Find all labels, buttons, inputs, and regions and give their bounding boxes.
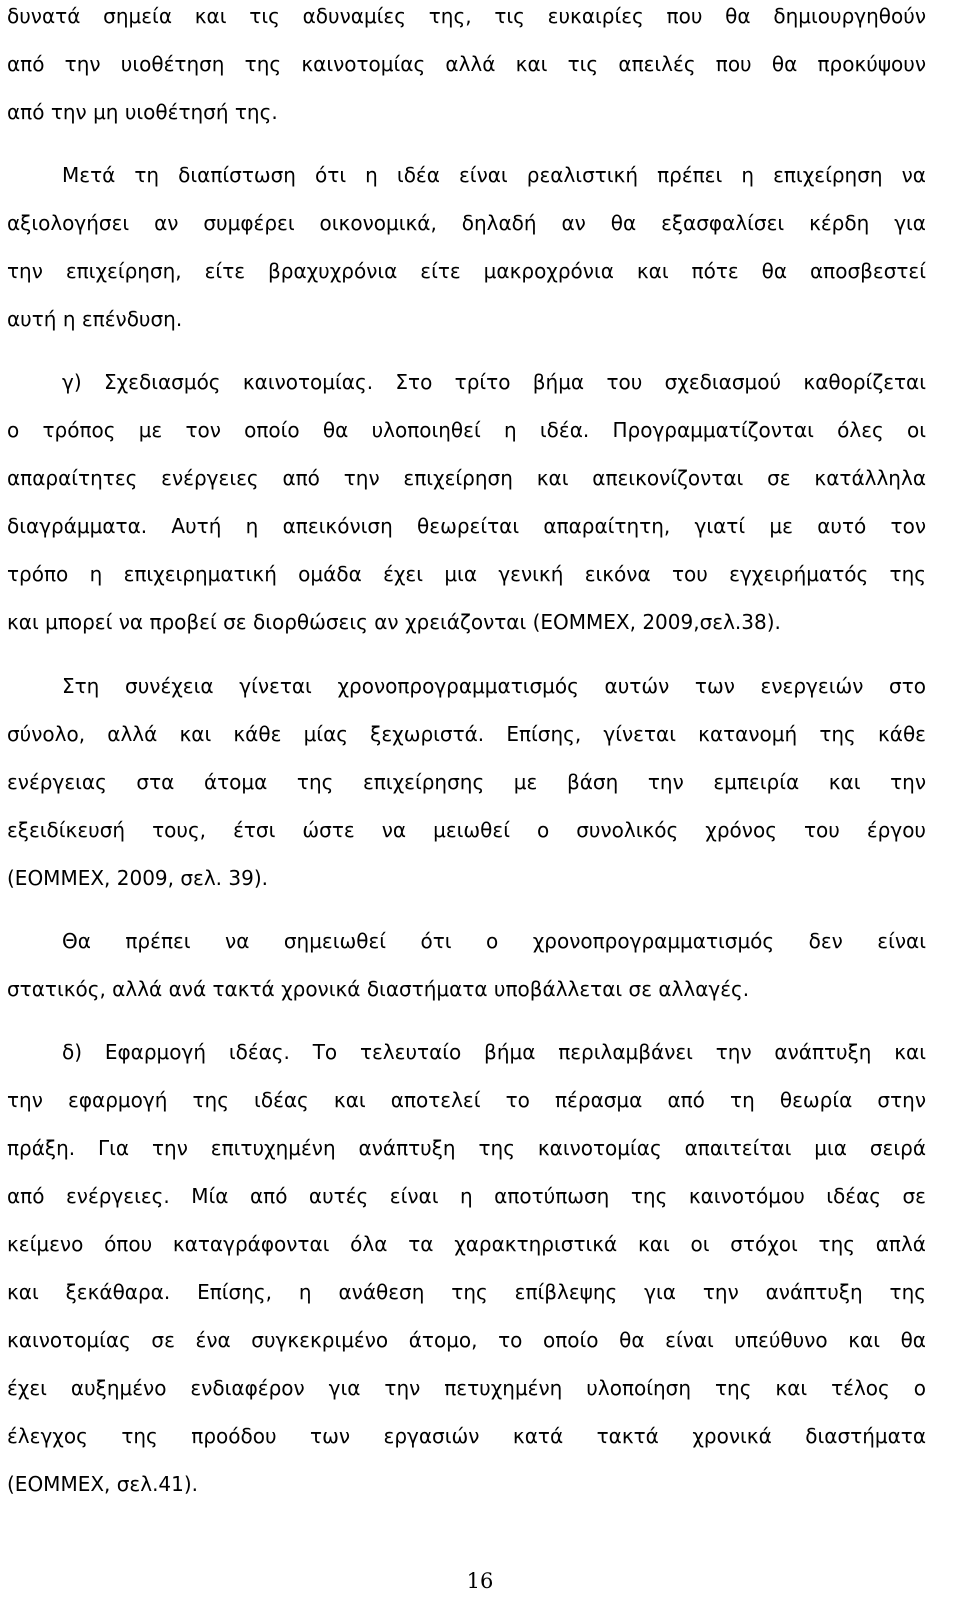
- text-line: απαραίτητες ενέργειες από την επιχείρηση και απεικονίζονται σε κατάλληλα: [7, 466, 926, 490]
- text-line: και μπορεί να προβεί σε διορθώσεις αν χρειάζονται (ΕΟΜΜΕΧ, 2009,σελ.38).: [7, 610, 781, 634]
- text-line: κείμενο όπου καταγράφονται όλα τα χαρακτηριστικά και οι στόχοι της απλά: [7, 1232, 926, 1256]
- text-line: από ενέργειες. Μία από αυτές είναι η αποτύπωση της καινοτόμου ιδέας σε: [7, 1184, 926, 1208]
- text-line: διαγράμματα. Αυτή η απεικόνιση θεωρείται απαραίτητη, γιατί με αυτό τον: [7, 514, 926, 538]
- text-line: Μετά τη διαπίστωση ότι η ιδέα είναι ρεαλιστική πρέπει η επιχείρηση να: [62, 163, 926, 187]
- text-line: δυνατά σημεία και τις αδυναμίες της, τις ευκαιρίες που θα δημιουργηθούν: [7, 4, 926, 28]
- text-line: έλεγχος της προόδου των εργασιών κατά τακτά χρονικά διαστήματα: [7, 1424, 926, 1448]
- text-line: (ΕΟΜΜΕΧ, σελ.41).: [7, 1472, 199, 1496]
- text-line: ενέργειας στα άτομα της επιχείρησης με βάση την εμπειρία και την: [7, 770, 926, 794]
- text-line: σύνολο, αλλά και κάθε μίας ξεχωριστά. Επίσης, γίνεται κατανομή της κάθε: [7, 722, 926, 746]
- text-line: στατικός, αλλά ανά τακτά χρονικά διαστήματα υποβάλλεται σε αλλαγές.: [7, 977, 750, 1001]
- text-line: γ) Σχεδιασμός καινοτομίας. Στο τρίτο βήμα του σχεδιασμού καθορίζεται: [62, 370, 926, 394]
- text-line: την εφαρμογή της ιδέας και αποτελεί το πέρασμα από τη θεωρία στην: [7, 1088, 926, 1112]
- text-line: ο τρόπος με τον οποίο θα υλοποιηθεί η ιδέα. Προγραμματίζονται όλες οι: [7, 418, 926, 442]
- text-line: τρόπο η επιχειρηματική ομάδα έχει μια γενική εικόνα του εγχειρήματός της: [7, 562, 926, 586]
- text-line: καινοτομίας σε ένα συγκεκριμένο άτομο, το οποίο θα είναι υπεύθυνο και θα: [7, 1328, 926, 1352]
- text-line: (ΕΟΜΜΕΧ, 2009, σελ. 39).: [7, 866, 269, 890]
- text-line: από την μη υιοθέτησή της.: [7, 100, 278, 124]
- text-line: από την υιοθέτηση της καινοτομίας αλλά και τις απειλές που θα προκύψουν: [7, 52, 926, 76]
- text-line: πράξη. Για την επιτυχημένη ανάπτυξη της καινοτομίας απαιτείται μια σειρά: [7, 1136, 926, 1160]
- text-line: Θα πρέπει να σημειωθεί ότι ο χρονοπρογραμματισμός δεν είναι: [62, 929, 926, 953]
- text-line: αξιολογήσει αν συμφέρει οικονομικά, δηλαδή αν θα εξασφαλίσει κέρδη για: [7, 211, 926, 235]
- text-line: εξειδίκευσή τους, έτσι ώστε να μειωθεί ο συνολικός χρόνος του έργου: [7, 818, 926, 842]
- text-line: Στη συνέχεια γίνεται χρονοπρογραμματισμός αυτών των ενεργειών στο: [62, 674, 926, 698]
- text-line: την επιχείρηση, είτε βραχυχρόνια είτε μακροχρόνια και πότε θα αποσβεστεί: [7, 259, 926, 283]
- page-number: 16: [466, 1569, 494, 1593]
- text-line: δ) Εφαρμογή ιδέας. Το τελευταίο βήμα περιλαμβάνει την ανάπτυξη και: [62, 1040, 926, 1064]
- text-line: και ξεκάθαρα. Επίσης, η ανάθεση της επίβλεψης για την ανάπτυξη της: [7, 1280, 926, 1304]
- text-line: αυτή η επένδυση.: [7, 307, 183, 331]
- text-line: έχει αυξημένο ενδιαφέρον για την πετυχημένη υλοποίηση της και τέλος ο: [7, 1376, 926, 1400]
